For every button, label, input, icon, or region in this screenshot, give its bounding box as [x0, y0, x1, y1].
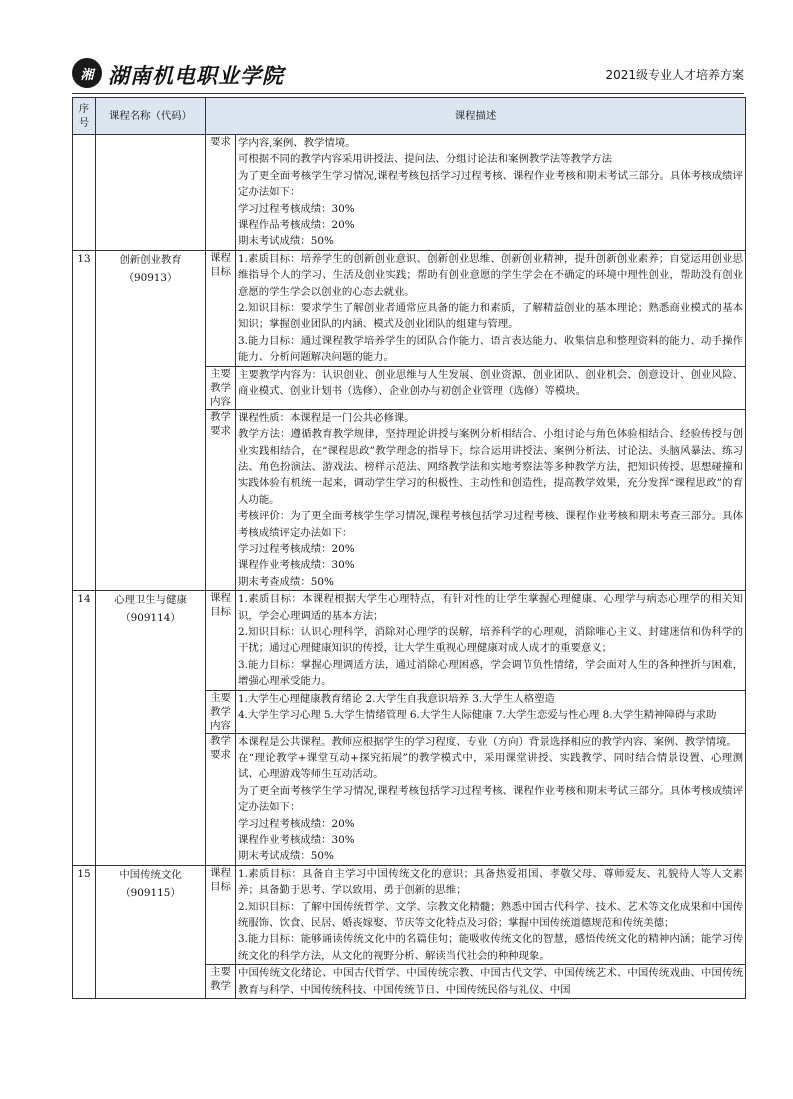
sub-label-cell: 教学要求: [206, 733, 236, 865]
header-divider: [72, 93, 744, 94]
course-name-cell: [96, 250, 206, 590]
course-name-cell: [96, 591, 206, 866]
course-table: [72, 97, 746, 999]
seq-cell: 13: [73, 250, 96, 590]
course-code: （909115）: [120, 886, 181, 899]
header-course-desc: 课程描述: [206, 98, 746, 135]
sub-label-cell: 教学要求: [206, 409, 236, 590]
course-name: 创新创业教育: [119, 253, 182, 266]
desc-cell: 课程性质：本课程是一门公共必修课。 教学方法：遵循教育教学规律，坚持理论讲授与案例分析相结合、小组讨论与角色体验相结合、经验传授与创业实践相结合，在“课程思政”教学理念的指导下，综合运用讲授法、案例分析法、讨论法、头脑风暴法、练习法、角色扮演法、游戏法、榜样示范法、网络教学法和实地考察法等多种教学方法，把知识传授、思想碰撞和实践体验有机统一起来，调动学生学习的积极性、主动性和创造性，提高教学效果，充分发挥“课程思政”的育人功能。 考核评价：为了更全面考核学生学习情况,课程考核包括学习过程考核、课程作业考核和期末考查三部分。具体考核成绩评定办法如下： 学习过程考核成绩：20% 课程作业考核成绩：30% 期末考查成绩：50%: [236, 409, 746, 590]
school-logo-text: 湖南机电职业学院: [108, 63, 284, 88]
sub-label-cell: 主要教学内容: [206, 366, 236, 409]
course-name-cell: [96, 135, 206, 251]
course-code: （909114）: [120, 612, 181, 625]
course-code: （90913）: [123, 271, 178, 284]
course-name-cell: [96, 865, 206, 998]
table-row: [73, 591, 746, 690]
sub-label-cell: 课程目标: [206, 250, 236, 366]
seq-cell: [73, 135, 96, 251]
table-row: [73, 135, 746, 251]
desc-cell: 主要教学内容为：认识创业、创业思维与人生发展、创业资源、创业团队、创业机会、创意设计、创业风险、商业模式、创业计划书（选修）、企业创办与初创企业管理（选修）等模块。: [236, 366, 746, 409]
sub-label-cell: 要求: [206, 135, 236, 251]
document-title: 2021级专业人才培养方案: [605, 68, 744, 82]
table-header-row: [73, 98, 746, 135]
sub-label-cell: 课程目标: [206, 591, 236, 690]
page-header: [72, 56, 744, 94]
desc-cell: 中国传统文化绪论、中国古代哲学、中国传统宗教、中国古代文学、中国传统艺术、中国传统戏曲、中国传统教育与科学、中国传统科技、中国传统节日、中国传统民俗与礼仪、中国: [236, 965, 746, 999]
table-row: [73, 250, 746, 366]
sub-label-cell: 主要教学内容: [206, 690, 236, 733]
table-row: [73, 865, 746, 964]
seq-cell: 15: [73, 865, 96, 998]
course-name: 中国传统文化: [119, 868, 182, 881]
desc-cell: 1.素质目标：本课程根据大学生心理特点，有针对性的让学生掌握心理健康、心理学与病态心理学的相关知识，学会心理调适的基本方法； 2.知识目标：认识心理科学，消除对心理学的误解，培养科学的心理观，消除唯心主义、封建迷信和伪科学的干扰；通过心理健康知识的传授，让大学生重视心理健康对成人成才的重要意义； 3.能力目标：掌握心理调适方法，通过消除心理困惑，学会调节负性情绪，学会面对人生的各种挫折与困难，增强心理承受能力。: [236, 591, 746, 690]
course-name: 心理卫生与健康: [114, 594, 187, 607]
sub-label-cell: 课程目标: [206, 865, 236, 964]
header-course-name: 课程名称（代码）: [96, 98, 206, 135]
school-seal-icon: 湘: [72, 58, 102, 88]
header-seq: 序号: [73, 98, 96, 135]
seq-cell: 14: [73, 591, 96, 866]
desc-cell: 1.大学生心理健康教育绪论 2.大学生自我意识培养 3.大学生人格塑造 4.大学生学习心理 5.大学生情绪管理 6.大学生人际健康 7.大学生恋爱与性心理 8.大学生精神障碍与求助: [236, 690, 746, 733]
desc-cell: 学内容,案例、教学情境。 可根据不同的教学内容采用讲授法、提问法、分组讨论法和案例教学法等教学方法 为了更全面考核学生学习情况,课程考核包括学习过程考核、课程作业考核和期末考试三部分。具体考核成绩评定办法如下： 学习过程考核成绩：30% 课程作品考核成绩：20% 期末考试成绩：50%: [236, 135, 746, 251]
desc-cell: 1.素质目标：培养学生的创新创业意识、创新创业思维、创新创业精神，提升创新创业素养；自觉运用创业思维指导个人的学习、生活及创业实践；帮助有创业意愿的学生学会在不确定的环境中理性创业，帮助没有创业意愿的学生学会以创业的心态去就业。 2.知识目标：要求学生了解创业者通常应具备的能力和素质，了解精益创业的基本理论；熟悉商业模式的基本知识；掌握创业团队的内涵、模式及创业团队的组建与管理。 3.能力目标：通过课程教学培养学生的团队合作能力、语言表达能力、收集信息和整理资料的能力、动手操作能力、分析问题解决问题的能力。: [236, 250, 746, 366]
desc-cell: 1.素质目标：具备自主学习中国传统文化的意识；具备热爱祖国、孝敬父母、尊师爱友、礼貌待人等人文素养；具备勤于思考、学以致用、勇于创新的思维； 2.知识目标：了解中国传统哲学、文学、宗教文化精髓；熟悉中国古代科学、技术、艺术等文化成果和中国传统服饰、饮食、民居、婚丧嫁娶、节庆等文化特点及习俗；掌握中国传统道德规范和传统美德； 3.能力目标：能够诵读传统文化中的名篇佳句；能吸收传统文化的智慧，感悟传统文化的精神内涵；能学习传统文化的科学方法，从文化的视野分析、解读当代社会的种种现象。: [236, 865, 746, 964]
desc-cell: 本课程是公共课程。教师应根据学生的学习程度、专业（方向）背景选择相应的教学内容、案例、教学情境。 在“理论教学+课堂互动+探究拓展”的教学模式中，采用课堂讲授、实践教学、同时结合情景设置、心理测试、心理游戏等师生互动活动。 为了更全面考核学生学习情况,课程考核包括学习过程考核、课程作业考核和期末考试三部分。具体考核成绩评定办法如下： 学习过程考核成绩：20% 课程作业考核成绩：30% 期末考试成绩：50%: [236, 733, 746, 865]
sub-label-cell: 主要教学: [206, 965, 236, 999]
